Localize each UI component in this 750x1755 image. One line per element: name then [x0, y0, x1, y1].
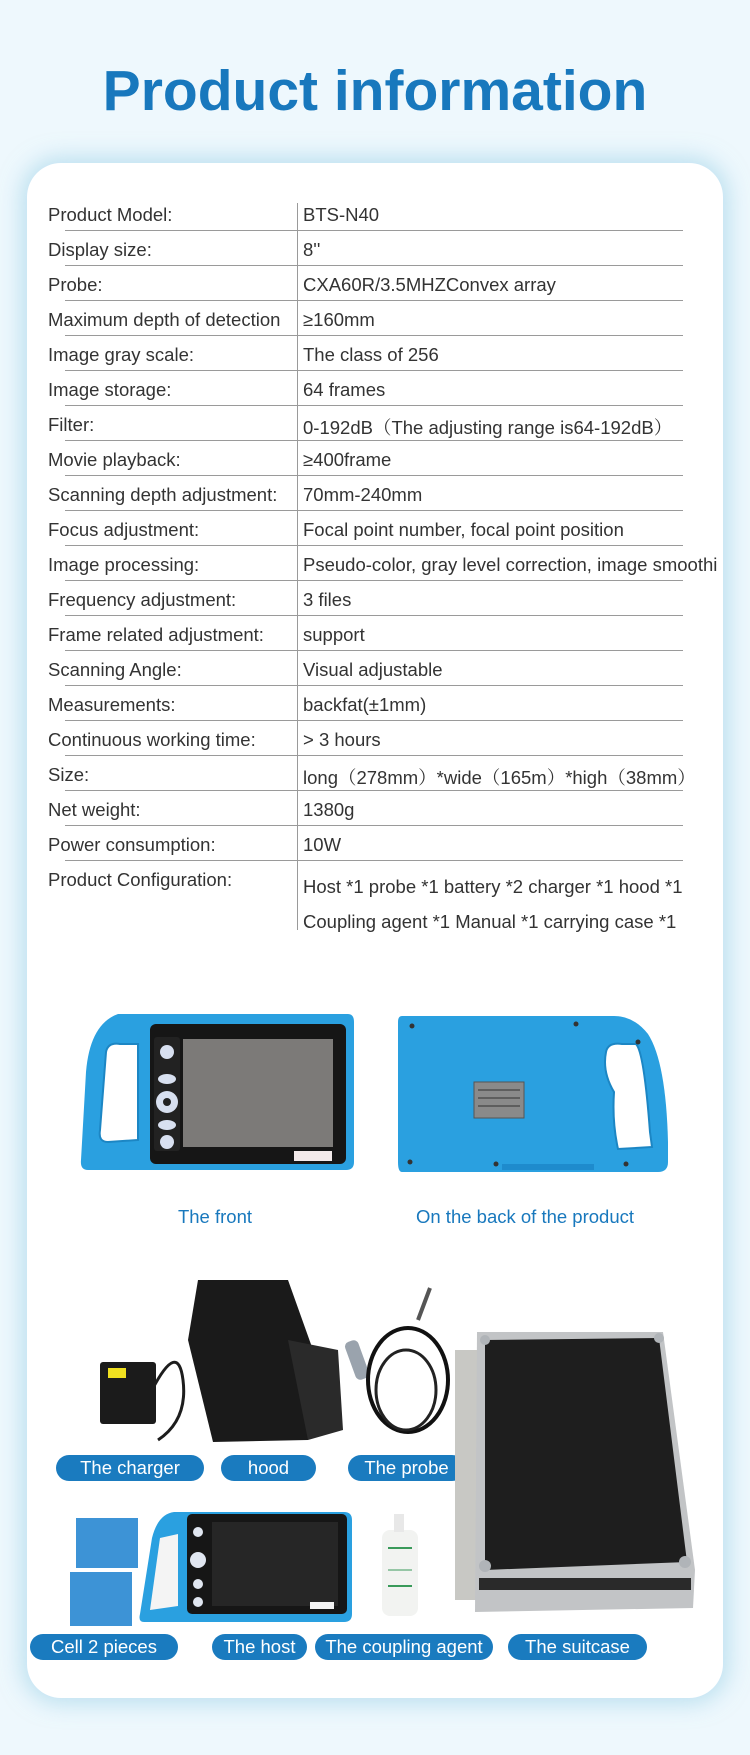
- spec-row: [0, 616, 750, 651]
- spec-value: > 3 hours: [303, 729, 381, 750]
- back-caption: On the back of the product: [415, 1206, 635, 1227]
- spec-row: [0, 651, 750, 686]
- spec-label: Scanning Angle:: [48, 659, 182, 680]
- spec-row: [0, 546, 750, 581]
- spec-value: 70mm-240mm: [303, 484, 423, 505]
- spec-value: The class of 256: [303, 344, 439, 365]
- spec-value: 0-192dB（The adjusting range is64-192dB）: [303, 417, 673, 438]
- spec-row: [0, 336, 750, 371]
- spec-label: Measurements:: [48, 694, 176, 715]
- spec-row: [0, 406, 750, 441]
- suitcase-image: [455, 1330, 710, 1620]
- spec-value: 8'': [303, 239, 321, 260]
- spec-row: [0, 371, 750, 406]
- spec-value: Visual adjustable: [303, 659, 443, 680]
- spec-label: Continuous working time:: [48, 729, 256, 750]
- config-line: Coupling agent *1 Manual *1 carrying case *1: [303, 911, 677, 932]
- spec-value: Focal point number, focal point position: [303, 519, 624, 540]
- spec-label: Image gray scale:: [48, 344, 195, 365]
- config-line: Host *1 probe *1 battery *2 charger *1 hood *1: [303, 876, 683, 897]
- spec-value: ≥400frame: [303, 449, 392, 470]
- device-front-image: [78, 1012, 356, 1177]
- spec-value: 64 frames: [303, 379, 386, 400]
- spec-row: [0, 721, 750, 756]
- spec-value: ≥160mm: [303, 309, 375, 330]
- charger-label: The charger: [56, 1455, 204, 1481]
- spec-label: Probe:: [48, 274, 103, 295]
- spec-label: Movie playback:: [48, 449, 181, 470]
- coupling-agent-label: The coupling agent: [315, 1634, 493, 1660]
- spec-label: Frame related adjustment:: [48, 624, 264, 645]
- spec-value: CXA60R/3.5MHZConvex array: [303, 274, 556, 295]
- spec-label: Net weight:: [48, 799, 141, 820]
- spec-label: Focus adjustment:: [48, 519, 200, 540]
- host-label: The host: [212, 1634, 307, 1660]
- cell-label: Cell 2 pieces: [30, 1634, 178, 1660]
- spec-row: [0, 231, 750, 266]
- spec-value: Pseudo-color, gray level correction, image smoothi: [303, 554, 718, 575]
- probe-label: The probe: [348, 1455, 465, 1481]
- spec-value: backfat(±1mm): [303, 694, 427, 715]
- spec-row: [0, 476, 750, 511]
- accessories-image-row1: [88, 1280, 468, 1450]
- spec-label: Filter:: [48, 414, 95, 435]
- suitcase-label: The suitcase: [508, 1634, 647, 1660]
- spec-row: [0, 826, 750, 861]
- row-rule: [65, 860, 683, 861]
- spec-value: 10W: [303, 834, 342, 855]
- spec-label: Product Model:: [48, 204, 173, 225]
- device-back-image: [396, 1012, 671, 1177]
- spec-row: [0, 791, 750, 826]
- spec-row: [0, 441, 750, 476]
- spec-label: Scanning depth adjustment:: [48, 484, 278, 505]
- spec-label: Display size:: [48, 239, 152, 260]
- spec-label: Power consumption:: [48, 834, 216, 855]
- spec-value: 1380g: [303, 799, 355, 820]
- spec-label: Frequency adjustment:: [48, 589, 237, 610]
- spec-label: Image processing:: [48, 554, 200, 575]
- spec-row: [0, 686, 750, 721]
- spec-row: [0, 301, 750, 336]
- spec-row: [0, 196, 750, 231]
- spec-value: support: [303, 624, 365, 645]
- spec-value: BTS-N40: [303, 204, 380, 225]
- spec-label: Size:: [48, 764, 90, 785]
- spec-row: [0, 756, 750, 791]
- spec-value: 3 files: [303, 589, 352, 610]
- hood-label: hood: [221, 1455, 316, 1481]
- front-caption: The front: [177, 1206, 253, 1227]
- spec-label: Image storage:: [48, 379, 172, 400]
- column-divider: [297, 203, 298, 930]
- spec-value: long（278mm）*wide（165m）*high（38mm）: [303, 767, 696, 788]
- config-label: Product Configuration:: [48, 869, 233, 890]
- spec-label: Maximum depth of detection: [48, 309, 281, 330]
- spec-row: [0, 266, 750, 301]
- spec-row: [0, 511, 750, 546]
- spec-row: [0, 581, 750, 616]
- accessories-image-row2: [64, 1510, 434, 1630]
- page-title: Product information: [102, 59, 648, 123]
